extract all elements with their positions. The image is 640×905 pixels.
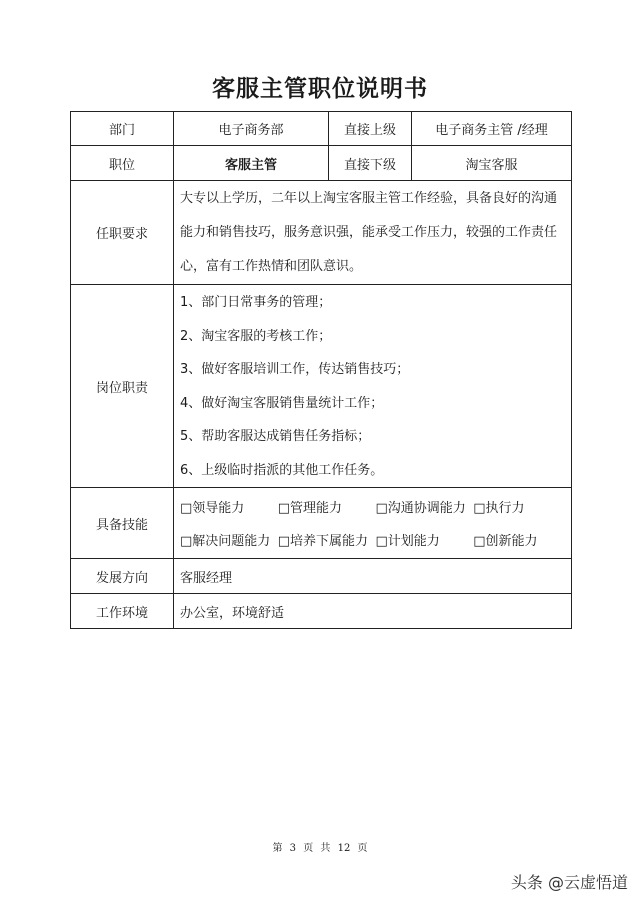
- department-value: 电子商务部: [174, 112, 329, 146]
- environment-value: 办公室，环境舒适: [174, 594, 572, 629]
- duty-item: 3、做好客服培训工作，传达销售技巧；: [180, 362, 410, 377]
- row-duties: [71, 285, 572, 488]
- row-skills: [71, 488, 572, 559]
- position-label: 职位: [71, 146, 174, 181]
- superior-label: 直接上级: [329, 112, 412, 146]
- duties-label: 岗位职责: [71, 285, 174, 488]
- duty-item: 6、上级临时指派的其他工作任务。: [180, 462, 384, 478]
- skill-checkbox[interactable]: □管理能力: [277, 501, 343, 516]
- footer-total-unit: 页: [357, 843, 368, 854]
- skill-checkbox[interactable]: □培养下属能力: [277, 534, 369, 549]
- duty-item: 2、淘宝客服的考核工作；: [180, 328, 332, 344]
- environment-label: 工作环境: [71, 594, 174, 629]
- skill-checkbox[interactable]: □沟通协调能力: [375, 501, 466, 516]
- footer-page-unit: 页: [303, 843, 314, 854]
- duty-item: 1、部门日常事务的管理；: [180, 295, 332, 310]
- skills-grid: [174, 488, 572, 559]
- subordinate-label: 直接下级: [329, 146, 412, 181]
- requirements-line: 大专以上学历，二年以上淘宝客服主管工作经验，具备良好的沟通: [180, 191, 558, 206]
- skill-checkbox[interactable]: □领导能力: [180, 501, 245, 516]
- page-footer: [0, 839, 640, 854]
- skill-checkbox[interactable]: □计划能力: [375, 534, 440, 549]
- development-label: 发展方向: [71, 559, 174, 594]
- row-environment: [71, 594, 572, 629]
- duties-list: [174, 285, 572, 488]
- department-label: 部门: [71, 112, 174, 146]
- requirements-line: 能力和销售技巧，服务意识强，能承受工作压力，较强的工作责任: [180, 225, 558, 240]
- row-requirements: [71, 181, 572, 285]
- superior-value: 电子商务主管 /经理: [412, 112, 572, 146]
- skill-checkbox[interactable]: □执行力: [473, 501, 525, 516]
- duty-item: 4、做好淘宝客服销售量统计工作；: [180, 395, 384, 411]
- footer-prefix: 第: [272, 843, 283, 854]
- page-number: 3: [289, 843, 297, 854]
- position-value: 客服主管: [174, 146, 329, 181]
- skills-label: 具备技能: [71, 488, 174, 559]
- watermark: 头条 @云虚悟道: [510, 873, 628, 892]
- skills-row: [180, 523, 571, 556]
- total-pages: 12: [337, 843, 351, 854]
- subordinate-value: 淘宝客服: [412, 146, 572, 181]
- requirements-text: [174, 181, 572, 285]
- requirements-line: 心，富有工作热情和团队意识。: [180, 259, 363, 274]
- skill-checkbox[interactable]: □解决问题能力: [180, 534, 271, 549]
- page-title: 客服主管职位说明书: [212, 76, 428, 102]
- row-development: [71, 559, 572, 594]
- skill-checkbox[interactable]: □创新能力: [473, 534, 538, 549]
- footer-total-prefix: 共: [320, 843, 331, 854]
- row-position: [71, 146, 572, 181]
- requirements-label: 任职要求: [71, 181, 174, 285]
- development-value: 客服经理: [174, 559, 572, 594]
- job-description-table: [70, 111, 572, 629]
- skills-row: [180, 490, 571, 523]
- row-department: [71, 112, 572, 146]
- duty-item: 5、帮助客服达成销售任务指标；: [180, 429, 371, 444]
